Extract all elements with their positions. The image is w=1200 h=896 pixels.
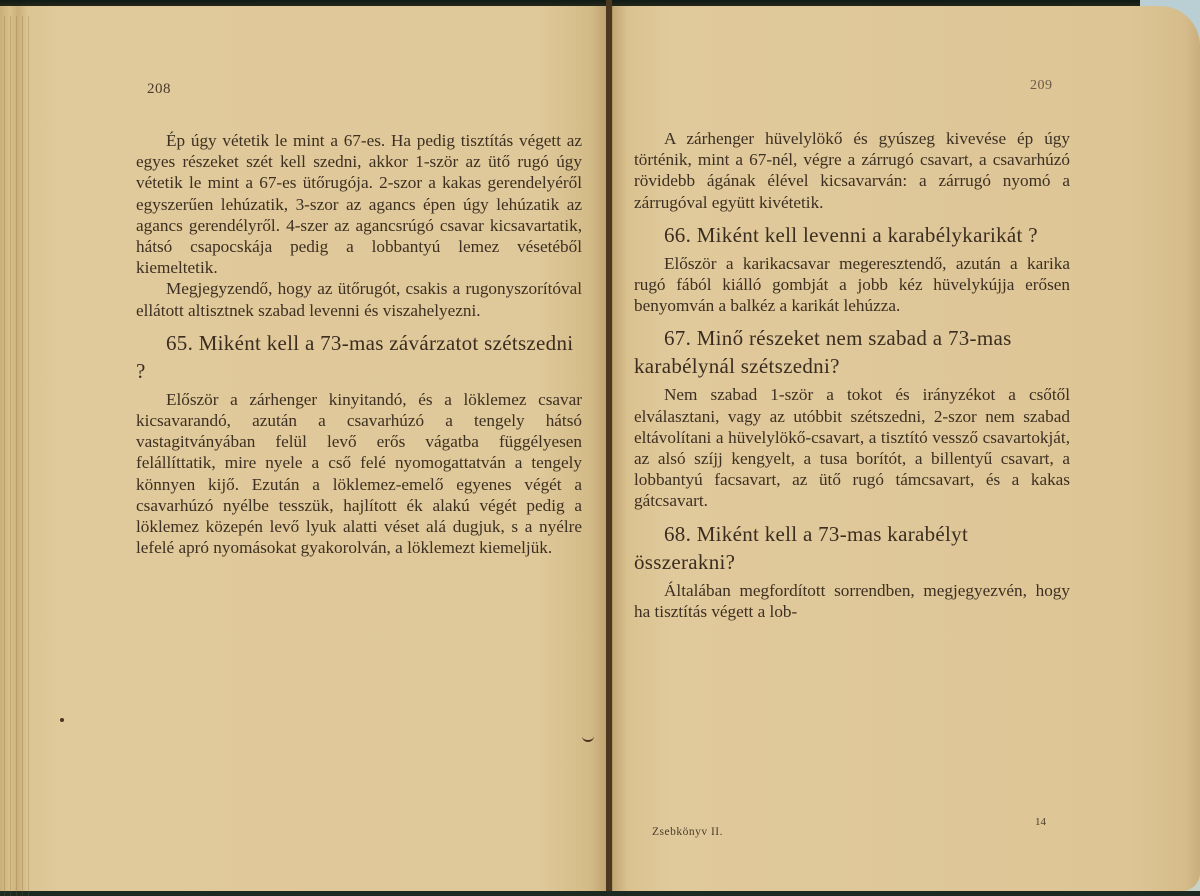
ink-mark [60,718,64,722]
paragraph: Megjegyzendő, hogy az ütőrugót, csakis a rugonyszorítóval ellátott altisztnek szabad levenni és viszahelyezni. [136,279,582,320]
section-heading: 67. Minő részeket nem szabad a 73-mas karabélynál szétszedni? [634,326,1012,379]
left-page-number: 208 [147,81,171,97]
paragraph: Nem szabad 1-ször a tokot és irányzékot a csőtől elválasztani, vagy az utóbbit szétszedni, 2-szor nem szabad eltávolítani a hüvelylökő-csavart, a tisztító vessző csavartokját, az alsó szíjj kengyelt, a tusa borítót, a billentyű csavart, a lobbantyú facsavart, az ütő rugó támcsavart, és a kakas gátcsavart. [634,385,1070,511]
paragraph: Először a zárhenger kinyitandó, és a löklemez csavar kicsavarandó, azután a csavarhúzó a tengely hátsó vastagitványában felül levő erős vágatba függélyesen felállíttatik, mire nyele a cső felé nyomogattatván a tengely könnyen kijő. Ezután a löklemez-emelő egyenes végét a csavarhúzó nyélbe tesszük, hajlított ék alakú végét pedig a löklemez közepén levő lyuk alatti véset alá dugjuk, s a nyélre lefelé apró nyomásokat gyakorolván, a löklemezt kiemeljük. [136,389,582,558]
section-heading: 65. Miként kell a 73-mas závárzatot szétszedni ? [136,330,574,383]
footer-sheet-number: 14 [1035,816,1046,828]
section-heading: 68. Miként kell a 73-mas karabélyt összerakni? [634,521,969,574]
page-edge-lines [4,16,34,896]
left-page-text [136,130,582,558]
paragraph: Először a karikacsavar megeresztendő, azután a karika rugó fából kiálló gombját a jobb kéz hüvelykújja erősen benyomván a balkéz a karikát lehúzza. [634,253,1070,316]
right-page-text [634,128,1070,622]
footer-signature: Zsebkönyv II. [652,826,724,838]
book-spine [606,0,612,891]
paragraph: A zárhenger hüvelylökő és gyúszeg kivevése ép úgy történik, mint a 67-nél, végre a zárrugó csavart, a csavarhúzó rövidebb ágának élével kicsavarván: a zárrugó nyomó a zárrugóval együtt kivétetik. [634,129,1070,212]
paragraph: Általában megfordított sorrendben, megjegyezvén, hogy ha tisztítás végett a lob- [634,580,1070,621]
right-page-number: 209 [1030,78,1053,93]
section-heading: 66. Miként kell levenni a karabélykarikát ? [664,222,1038,247]
paragraph: Ép úgy vétetik le mint a 67-es. Ha pedig tisztítás végett az egyes részeket szét kell szedni, akkor 1-ször az ütő rugó úgy vétetik le mint a 67-es ütőrugója. 2-szor a kakas gerendelyéről egyszerűen lehúzatik, 3-szor az agancs épen úgy lehúzatik az agancs gerendélyről. 4-szer az agancsrúgó csavar kicsavartatik, hátsó csapocskája pedig a lobbantyú lemez vésetéből kiemeltetik. [136,131,582,278]
